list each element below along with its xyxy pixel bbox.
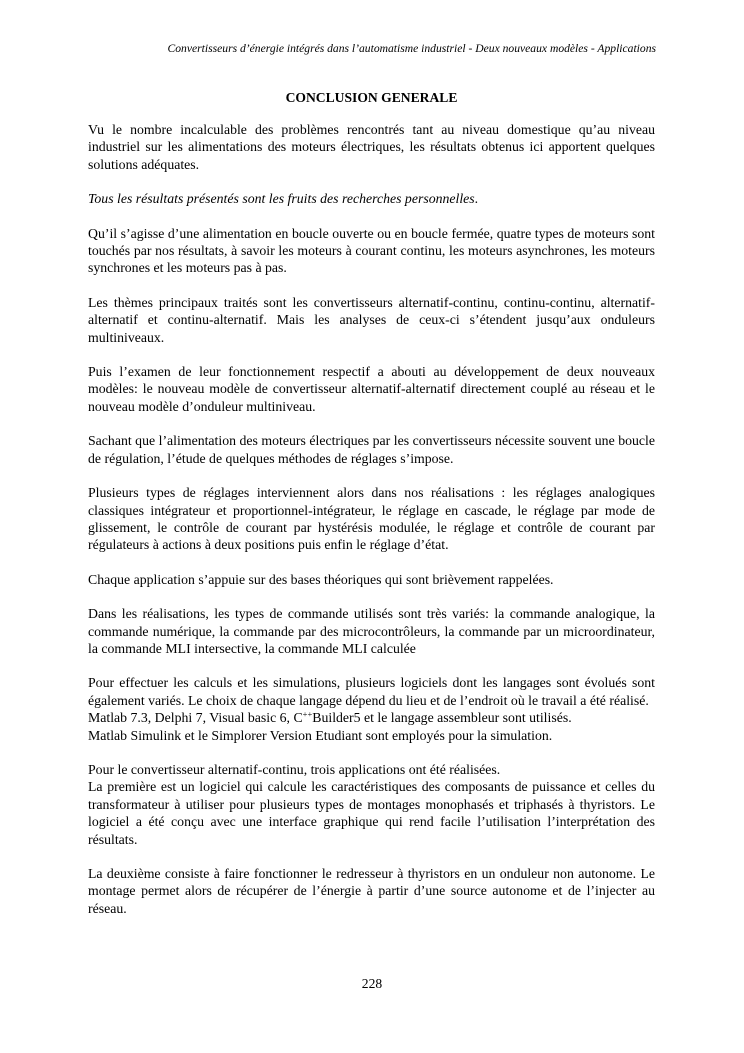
software-list-end: Builder5 et le langage assembleur sont utilisés. [312,710,572,726]
paragraph: La première est un logiciel qui calcule les caractéristiques des composants de puissance et celles du transformateur à utiliser pour plusieurs types de montages monophasés et triphasés à thyristors. Le logiciel a été conçu avec une interface graphique qui rend facile l’utilisation l’interprétation des résultats. [88,779,655,847]
paragraph: Matlab Simulink et le Simplorer Version Etudiant sont employés pour la simulation. [88,727,553,743]
software-list-start: Matlab 7.3, Delphi 7, Visual basic 6, C [88,710,303,726]
body-text [88,121,655,934]
paragraph: La deuxième consiste à faire fonctionner le redresseur à thyristors en un onduleur non autonome. Le montage permet alors de récupérer de l’énergie à partir d’une source autonome et de l’injecter au réseau. [88,866,655,916]
paragraph: Vu le nombre incalculable des problèmes rencontrés tant au niveau domestique qu’au niveau industriel sur les alimentations des moteurs électriques, les résultats obtenus ici apportent quelques solutions adéquates. [88,122,655,172]
paragraph: Puis l’examen de leur fonctionnement respectif a abouti au développement de deux nouveaux modèles: le nouveau modèle de convertisseur alternatif-alternatif directement couplé au réseau et le nouveau modèle d’onduleur multiniveau. [88,364,655,414]
paragraph-italic [88,190,655,207]
period: . [474,191,479,207]
italic-text: Tous les résultats présentés sont les fruits des recherches personnelles [88,191,475,207]
paragraph: Qu’il s’agisse d’une alimentation en boucle ouverte ou en boucle fermée, quatre types de moteurs sont touchés par nos résultats, à savoir les moteurs à courant continu, les moteurs asynchrones, les moteurs synchrones et les moteurs pas à pas. [88,225,655,276]
paragraph: Pour le convertisseur alternatif-continu, trois applications ont été réalisées. [88,761,501,777]
section-title: CONCLUSION GENERALE [285,90,458,105]
paragraph: Sachant que l’alimentation des moteurs électriques par les convertisseurs nécessite souvent une boucle de régulation, l’étude de quelques méthodes de réglages s’impose. [88,433,655,466]
paragraph: Les thèmes principaux traités sont les convertisseurs alternatif-continu, continu-continu, alternatif-alternatif et continu-alternatif. Mais les analyses de ceux-ci s’étendent jusqu’aux onduleurs multiniveaux. [88,294,655,345]
paragraph-software [88,709,655,726]
running-header: Convertisseurs d’énergie intégrés dans l’automatisme industriel - Deux nouveaux modèles - Applications [167,42,656,55]
paragraph: Chaque application s’appuie sur des bases théoriques qui sont brièvement rappelées. [88,571,554,587]
superscript: ++ [302,709,313,720]
paragraph: Dans les réalisations, les types de commande utilisés sont très variés: la commande analogique, la commande numérique, la commande par des microcontrôleurs, la commande par un microordinateur, la commande MLI intersective, la commande MLI calculée [88,606,655,656]
paragraph: Pour effectuer les calculs et les simulations, plusieurs logiciels dont les langages sont évolués sont également variés. Le choix de chaque langage dépend du lieu et de l’endroit où le travail a été réalisé. [88,675,655,708]
paragraph: Plusieurs types de réglages interviennent alors dans nos réalisations : les réglages analogiques classiques intégrateur et proportionnel-intégrateur, le réglage en cascade, le réglage par mode de glissement, le contrôle de courant par hystérésis modulée, le réglage et contrôle de courant par régulateurs à actions à deux positions puis enfin le réglage d’état. [88,485,655,553]
page-number: 228 [361,976,383,991]
